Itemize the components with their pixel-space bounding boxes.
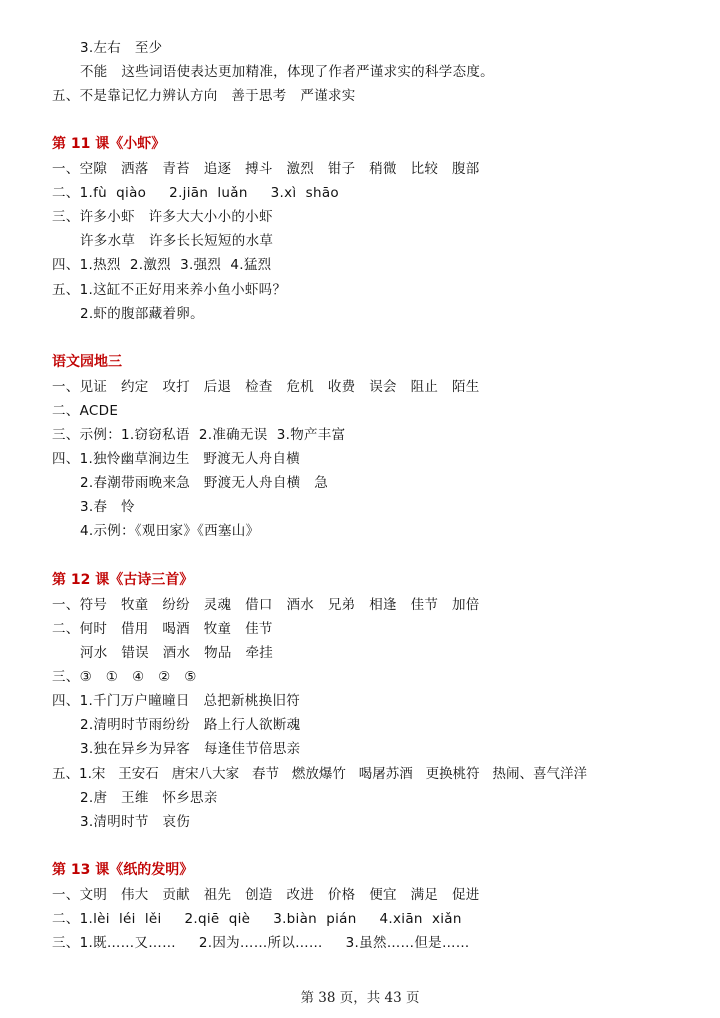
answer-line: 四、1.热烈 2.激烈 3.强烈 4.猛烈 [52, 257, 272, 273]
answer-line: 一、空隙 洒落 青苔 追逐 搏斗 激烈 钳子 稍微 比较 腹部 [52, 161, 480, 177]
answer-line: 二、1.fù qiào 2.jiān luǎn 3.xì shāo [52, 185, 339, 201]
answer-line: 二、ACDE [52, 403, 119, 419]
lesson-11-heading: 第 11 课《小虾》 [52, 136, 166, 152]
page-footer: 第 38 页，共 43 页 [300, 990, 420, 1006]
answer-line: 一、见证 约定 攻打 后退 检查 危机 收费 误会 阻止 陌生 [52, 379, 480, 395]
answer-line: 2.唐 王维 怀乡思亲 [80, 790, 218, 806]
prev-answer-line: 不能 这些词语使表达更加精准，体现了作者严谨求实的科学态度。 [80, 64, 494, 80]
answer-line: 三、③ ① ④ ② ⑤ [52, 669, 197, 685]
prev-answer-line: 五、不是靠记忆力辨认方向 善于思考 严谨求实 [52, 88, 356, 104]
answer-line: 许多水草 许多长长短短的水草 [80, 233, 274, 249]
answer-line: 五、1.宋 王安石 唐宋八大家 春节 燃放爆竹 喝屠苏酒 更换桃符 热闹、喜气洋洋 [52, 766, 587, 782]
lesson-12-heading: 第 12 课《古诗三首》 [52, 572, 194, 588]
prev-answer-line: 3.左右 至少 [80, 40, 163, 56]
answer-line: 四、1.独怜幽草涧边生 野渡无人舟自横 [52, 451, 301, 467]
garden-3-heading: 语文园地三 [52, 354, 122, 370]
answer-line: 4.示例：《观田家》《西塞山》 [80, 523, 260, 539]
answer-line: 二、1.lèi léi lěi 2.qiē qiè 3.biàn pián 4.xiān xiǎn [52, 911, 462, 927]
answer-line: 2.春潮带雨晚来急 野渡无人舟自横 急 [80, 475, 329, 491]
answer-line: 2.虾的腹部藏着卵。 [80, 306, 204, 322]
lesson-13-heading: 第 13 课《纸的发明》 [52, 862, 194, 878]
answer-line: 3.春 怜 [80, 499, 135, 515]
answer-line: 三、1.既……又…… 2.因为……所以…… 3.虽然……但是…… [52, 935, 470, 951]
answer-line: 一、符号 牧童 纷纷 灵魂 借口 酒水 兄弟 相逢 佳节 加倍 [52, 597, 480, 613]
answer-line: 三、许多小虾 许多大大小小的小虾 [52, 209, 273, 225]
answer-line: 二、何时 借用 喝酒 牧童 佳节 [52, 621, 273, 637]
answer-line: 四、1.千门万户曈曈日 总把新桃换旧符 [52, 693, 301, 709]
answer-line: 2.清明时节雨纷纷 路上行人欲断魂 [80, 717, 301, 733]
answer-line: 3.清明时节 哀伤 [80, 814, 191, 830]
answer-line: 五、1.这缸不正好用来养小鱼小虾吗？ [52, 282, 287, 298]
answer-line: 3.独在异乡为异客 每逢佳节倍思亲 [80, 741, 301, 757]
answer-line: 河水 错误 酒水 物品 牵挂 [80, 645, 274, 661]
answer-line: 三、示例：1.窃窃私语 2.准确无误 3.物产丰富 [52, 427, 346, 443]
answer-line: 一、文明 伟大 贡献 祖先 创造 改进 价格 便宜 满足 促进 [52, 887, 480, 903]
